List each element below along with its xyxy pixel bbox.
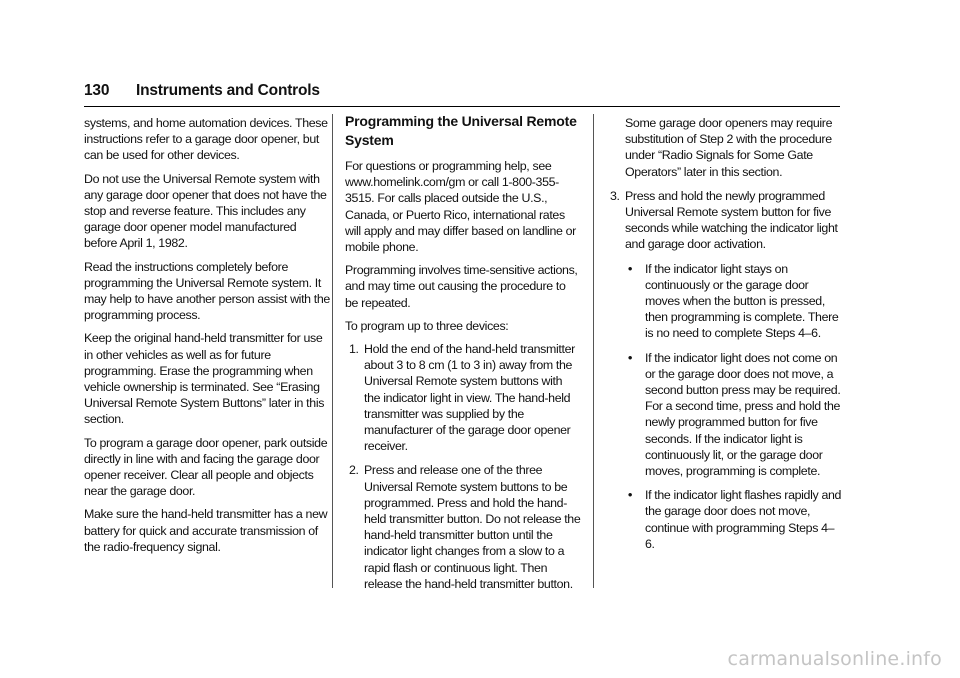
bullet-text: If the indicator light does not come on or the garage door does not move, a second button press may be required. For a second time, press and hold the newly programmed button for five seconds. If the indicator light is continuously lit, or the garage door moves, programming is complete. xyxy=(645,350,841,479)
bullet-item xyxy=(625,487,842,552)
paragraph: Keep the original hand-held transmitter for use in other vehicles as well as for future programming. Erase the programming when vehicle ownership is terminated. See “Erasing Universal Remote System Buttons” later in this section. xyxy=(84,331,325,427)
paragraph: To program a garage door opener, park outside directly in line with and facing the garage door opener receiver. Clear all people and objects near the garage door. xyxy=(84,435,328,499)
bullet-icon: • xyxy=(628,261,632,276)
step-continuation: Some garage door openers may require substitution of Step 2 with the procedure under “Radio Signals for Some Gate Operators” later in this section. xyxy=(625,116,833,179)
step-text: Press and hold the newly programmed Universal Remote system button for five seconds while watching the indicator light and garage door activation. xyxy=(625,188,838,252)
step-number: 2. xyxy=(349,463,359,478)
column-divider xyxy=(332,114,333,588)
paragraph: Do not use the Universal Remote system with any garage door opener that does not have the stop and reverse feature. This includes any garage door opener model manufactured before April 1, 1982. xyxy=(84,171,327,251)
section-heading: Programming the Universal Remote System xyxy=(345,113,577,148)
step-text: Hold the end of the hand-held transmitter about 3 to 8 cm (1 to 3 in) away from the Universal Remote system buttons with the indicator light in view. The hand-held transmitter was supplied by the manufacturer of the garage door opener receiver. xyxy=(364,342,575,454)
watermark-text: carmanualsonline.info xyxy=(727,648,942,670)
step-item xyxy=(345,341,581,454)
paragraph: Make sure the hand-held transmitter has a new battery for quick and accurate transmission of the radio-frequency signal. xyxy=(84,507,328,554)
paragraph: Read the instructions completely before programming the Universal Remote system. It may help to have another person assist with the programming process. xyxy=(84,259,330,323)
step-number: 3. xyxy=(610,188,620,203)
paragraph: For questions or programming help, see www.homelink.com/gm or call 1-800-355-3515. For calls placed outside the U.S., Canada, or Puerto Rico, international rates will apply and may differ based on landline or mobile phone. xyxy=(345,159,576,255)
step-number: 1. xyxy=(349,342,359,357)
bullet-icon: • xyxy=(628,488,632,503)
step-text: Press and release one of the three Universal Remote system buttons to be programmed. Press and hold the hand-held transmitter button. Do not release the hand-held transmitter button until the indicator light changes from a slow to a rapid flash or continuous light. Then release the hand-held transmitter button. xyxy=(364,463,581,591)
bullet-text: If the indicator light flashes rapidly and the garage door does not move, continue with programming Steps 4–6. xyxy=(645,488,842,551)
page-number: 130 xyxy=(84,82,110,99)
bullet-icon: • xyxy=(628,350,632,365)
step-item xyxy=(606,188,842,253)
bullet-item xyxy=(625,350,842,480)
paragraph: systems, and home automation devices. These instructions refer to a garage door opener, but can be used for other devices. xyxy=(84,116,328,163)
column-divider xyxy=(593,114,594,588)
bullet-text: If the indicator light stays on continuously or the garage door moves when the button is pressed, then programming is complete. There is no need to complete Steps 4–6. xyxy=(645,261,839,341)
column-left xyxy=(84,115,330,562)
paragraph: To program up to three devices: xyxy=(345,318,509,333)
column-right xyxy=(606,115,842,560)
column-middle xyxy=(345,112,581,600)
bullet-item xyxy=(625,261,842,342)
paragraph: Programming involves time-sensitive actions, and may time out causing the procedure to be repeated. xyxy=(345,263,578,310)
page-header xyxy=(84,82,840,107)
step-item xyxy=(345,462,581,592)
section-title: Instruments and Controls xyxy=(136,82,320,99)
